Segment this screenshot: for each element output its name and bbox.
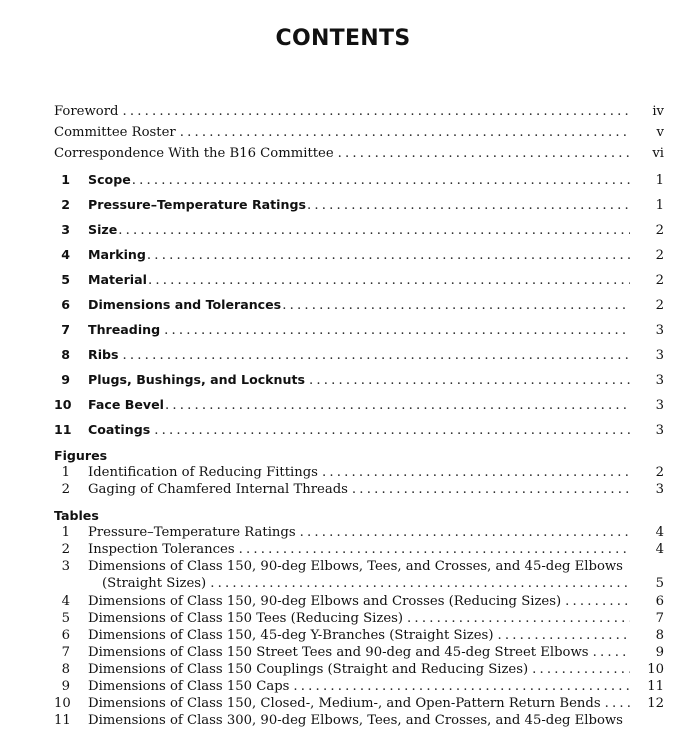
toc-entry-number: 1 xyxy=(61,525,70,540)
toc-entry-number: 1 xyxy=(61,172,70,187)
toc-entry-label: Dimensions and Tolerances xyxy=(88,297,282,312)
toc-table-4[interactable] xyxy=(54,594,664,612)
toc-entry-label: Plugs, Bushings, and Locknuts xyxy=(88,372,306,387)
toc-table-7[interactable] xyxy=(54,645,664,663)
toc-entry-page: 10 xyxy=(647,662,664,677)
leader-dots xyxy=(307,198,630,213)
toc-entry-number: 9 xyxy=(61,679,70,694)
toc-entry-page: 9 xyxy=(655,645,664,660)
leader-dots xyxy=(180,125,630,140)
toc-entry-page: 5 xyxy=(655,576,664,591)
leader-dots xyxy=(605,696,630,711)
leader-dots xyxy=(122,104,630,119)
toc-entry-number: 7 xyxy=(61,645,70,660)
toc-entry-page: 11 xyxy=(647,679,664,694)
leader-dots xyxy=(210,576,630,591)
toc-entry-page: 2 xyxy=(655,465,664,480)
leader-dots xyxy=(309,373,630,388)
toc-section-8[interactable] xyxy=(54,347,664,365)
toc-entry-label: Dimensions of Class 150, 90-deg Elbows, Tees, and Crosses, and 45-deg Elbows xyxy=(88,559,623,574)
toc-entry-label: Dimensions of Class 150, 45-deg Y-Branches (Straight Sizes) xyxy=(88,628,494,643)
toc-entry-number: 11 xyxy=(54,713,71,728)
toc-section-4[interactable] xyxy=(54,247,664,265)
toc-section-11[interactable] xyxy=(54,422,664,440)
figures-heading: Figures xyxy=(54,448,108,463)
toc-entry-label: Ribs xyxy=(88,347,119,362)
toc-entry-number: 2 xyxy=(61,482,70,497)
toc-entry-page: 3 xyxy=(655,398,664,413)
toc-entry-label: Material xyxy=(88,272,147,287)
toc-table-5[interactable] xyxy=(54,611,664,629)
toc-entry-number: 6 xyxy=(61,297,70,312)
toc-entry-label: Dimensions of Class 150, 90-deg Elbows and Crosses (Reducing Sizes) xyxy=(88,594,562,609)
toc-entry-number: 1 xyxy=(61,465,70,480)
toc-entry-page: 3 xyxy=(655,348,664,363)
toc-entry-label: Threading xyxy=(88,322,161,337)
leader-dots xyxy=(407,611,630,626)
toc-table-3-continued[interactable] xyxy=(54,576,664,594)
leader-dots xyxy=(352,482,630,497)
toc-entry-page: 1 xyxy=(655,198,664,213)
toc-entry-page: 2 xyxy=(655,298,664,313)
toc-entry-correspondence[interactable] xyxy=(54,146,664,164)
toc-entry-label: Foreword xyxy=(54,104,119,119)
toc-table-3[interactable] xyxy=(54,559,664,577)
toc-entry-label: Dimensions of Class 150, Closed-, Medium-, and Open-Pattern Return Bends xyxy=(88,696,601,711)
leader-dots xyxy=(132,173,630,188)
toc-table-9[interactable] xyxy=(54,679,664,697)
toc-entry-page: 3 xyxy=(655,323,664,338)
toc-table-1[interactable] xyxy=(54,525,664,543)
toc-entry-label: Committee Roster xyxy=(54,125,176,140)
leader-dots xyxy=(593,645,630,660)
leader-dots xyxy=(293,679,630,694)
toc-section-2[interactable] xyxy=(54,197,664,215)
toc-table-10[interactable] xyxy=(54,696,664,714)
leader-dots xyxy=(497,628,630,643)
toc-entry-page: 8 xyxy=(655,628,664,643)
toc-section-3[interactable] xyxy=(54,222,664,240)
leader-dots xyxy=(322,465,630,480)
toc-entry-number: 2 xyxy=(61,197,70,212)
toc-entry-page: 6 xyxy=(655,594,664,609)
toc-section-9[interactable] xyxy=(54,372,664,390)
toc-entry-label: Marking xyxy=(88,247,146,262)
toc-entry-number: 8 xyxy=(61,347,70,362)
toc-figure-1[interactable] xyxy=(54,465,664,483)
leader-dots xyxy=(532,662,630,677)
toc-entry-number: 5 xyxy=(61,611,70,626)
leader-dots xyxy=(565,594,630,609)
toc-entry-label: Dimensions of Class 150 Caps xyxy=(88,679,290,694)
toc-entry-page: 3 xyxy=(655,373,664,388)
toc-entry-label: Size xyxy=(88,222,118,237)
toc-entry-page: 12 xyxy=(647,696,664,711)
toc-entry-page: 4 xyxy=(655,525,664,540)
leader-dots xyxy=(338,146,630,161)
leader-dots xyxy=(282,298,630,313)
toc-entry-label: Inspection Tolerances xyxy=(88,542,235,557)
toc-entry-page: 3 xyxy=(655,482,664,497)
toc-entry-label: Dimensions of Class 300, 90-deg Elbows, Tees, and Crosses, and 45-deg Elbows xyxy=(88,713,623,728)
toc-entry-label: Scope xyxy=(88,172,131,187)
page-title: CONTENTS xyxy=(275,26,411,51)
toc-entry-number: 8 xyxy=(61,662,70,677)
toc-entry-number: 6 xyxy=(61,628,70,643)
toc-entry-label-continued: (Straight Sizes) xyxy=(102,576,207,591)
toc-section-7[interactable] xyxy=(54,322,664,340)
leader-dots xyxy=(239,542,630,557)
toc-table-2[interactable] xyxy=(54,542,664,560)
leader-dots xyxy=(118,223,630,238)
toc-entry-number: 9 xyxy=(61,372,70,387)
leader-dots xyxy=(147,248,630,263)
leader-dots xyxy=(148,273,630,288)
leader-dots xyxy=(300,525,630,540)
toc-section-1[interactable] xyxy=(54,172,664,190)
toc-entry-number: 5 xyxy=(61,272,70,287)
toc-entry-page: 7 xyxy=(655,611,664,626)
toc-table-8[interactable] xyxy=(54,662,664,680)
toc-entry-number: 4 xyxy=(61,247,70,262)
leader-dots xyxy=(165,398,630,413)
toc-entry-label: Coatings xyxy=(88,422,151,437)
toc-entry-label: Dimensions of Class 150 Tees (Reducing Sizes) xyxy=(88,611,404,626)
toc-section-10[interactable] xyxy=(54,397,664,415)
toc-entry-page: 2 xyxy=(655,248,664,263)
toc-section-6[interactable] xyxy=(54,297,664,315)
toc-entry-page: iv xyxy=(652,104,664,119)
leader-dots xyxy=(123,348,630,363)
toc-entry-label: Face Bevel xyxy=(88,397,164,412)
toc-entry-label: Dimensions of Class 150 Couplings (Straight and Reducing Sizes) xyxy=(88,662,529,677)
toc-entry-number: 10 xyxy=(54,696,71,711)
toc-entry-label: Identification of Reducing Fittings xyxy=(88,465,318,480)
toc-entry-number: 11 xyxy=(54,422,72,437)
toc-figure-2[interactable] xyxy=(54,482,664,500)
toc-entry-page: 2 xyxy=(655,273,664,288)
toc-entry-number: 7 xyxy=(61,322,70,337)
toc-entry-committee-roster[interactable] xyxy=(54,125,664,143)
toc-entry-page: vi xyxy=(652,146,664,161)
toc-table-6[interactable] xyxy=(54,628,664,646)
toc-entry-page: 4 xyxy=(655,542,664,557)
leader-dots xyxy=(154,423,630,438)
toc-entry-page: 3 xyxy=(655,423,664,438)
toc-table-11[interactable] xyxy=(54,713,664,731)
toc-entry-foreword[interactable] xyxy=(54,104,664,122)
toc-entry-number: 10 xyxy=(54,397,72,412)
leader-dots xyxy=(164,323,630,338)
toc-entry-number: 3 xyxy=(61,222,70,237)
toc-entry-number: 3 xyxy=(61,559,70,574)
toc-entry-page: v xyxy=(656,125,664,140)
toc-entry-page: 2 xyxy=(655,223,664,238)
tables-heading: Tables xyxy=(54,508,99,523)
toc-entry-number: 2 xyxy=(61,542,70,557)
toc-entry-label: Correspondence With the B16 Committee xyxy=(54,146,334,161)
toc-section-5[interactable] xyxy=(54,272,664,290)
toc-entry-page: 1 xyxy=(655,173,664,188)
toc-entry-label: Gaging of Chamfered Internal Threads xyxy=(88,482,348,497)
toc-entry-label: Dimensions of Class 150 Street Tees and 90-deg and 45-deg Street Elbows xyxy=(88,645,589,660)
toc-entry-label: Pressure–Temperature Ratings xyxy=(88,525,296,540)
toc-entry-label: Pressure–Temperature Ratings xyxy=(88,197,306,212)
toc-entry-number: 4 xyxy=(61,594,70,609)
